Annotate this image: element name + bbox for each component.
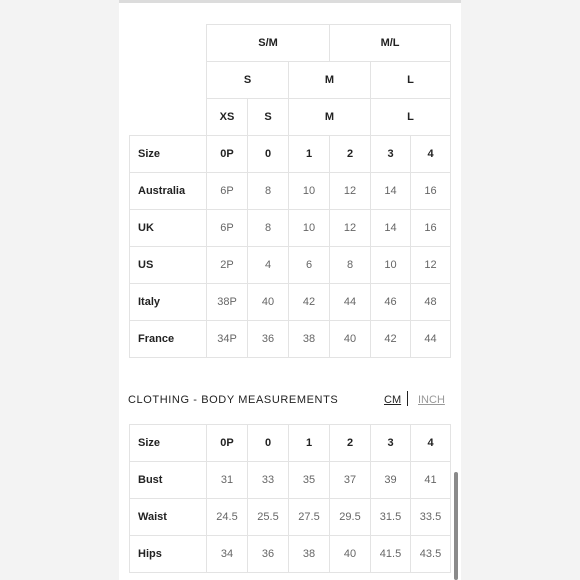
table-cell: 8 [330,247,371,284]
table-cell: 31 [207,462,248,499]
size-header: 1 [289,136,330,173]
unit-divider [407,391,408,406]
table-cell: 40 [330,321,371,358]
row-label: Hips [130,536,207,573]
table-cell: 36 [248,536,289,573]
table-cell: 33 [248,462,289,499]
letter-size-header: XS [207,99,248,136]
size-header: 2 [330,425,371,462]
table-cell: 39 [371,462,411,499]
measurements-table-body [130,425,451,573]
unit-cm-toggle[interactable]: CM [384,394,402,406]
table-cell: 34P [207,321,248,358]
unit-inch-toggle[interactable]: INCH [418,394,445,406]
table-cell: 36 [248,321,289,358]
table-cell: 25.5 [248,499,289,536]
size-header-row [130,136,451,173]
row-label: UK [130,210,207,247]
table-row [130,536,451,573]
table-cell: 4 [248,247,289,284]
size-header: 0P [207,136,248,173]
table-cell: 10 [289,210,330,247]
row-label: Waist [130,499,207,536]
group-header: M/L [330,25,451,62]
size-header: 1 [289,425,330,462]
table-row [130,321,451,358]
size-header: 3 [371,425,411,462]
table-cell: 14 [371,173,411,210]
corner-cell [130,25,207,136]
table-cell: 8 [248,210,289,247]
table-cell: 14 [371,210,411,247]
table-cell: 29.5 [330,499,371,536]
table-cell: 12 [330,210,371,247]
table-cell: 38P [207,284,248,321]
table-cell: 24.5 [207,499,248,536]
size-guide-panel [119,0,461,580]
size-header: 0 [248,136,289,173]
table-cell: 38 [289,536,330,573]
sub-size-header: L [371,62,451,99]
row-label: Australia [130,173,207,210]
size-group-row [130,25,451,62]
size-header: 4 [411,136,451,173]
table-cell: 33.5 [411,499,451,536]
table-cell: 35 [289,462,330,499]
size-table-body [130,136,451,358]
table-cell: 16 [411,210,451,247]
size-conversion-table [129,24,451,358]
size-header: 0P [207,425,248,462]
size-header: 4 [411,425,451,462]
table-cell: 6P [207,210,248,247]
row-label: Italy [130,284,207,321]
sub-size-header: M [289,62,371,99]
table-cell: 6P [207,173,248,210]
table-cell: 10 [289,173,330,210]
table-row [130,247,451,284]
size-header-row [130,425,451,462]
top-divider [119,0,461,3]
row-label: France [130,321,207,358]
size-header: 0 [248,425,289,462]
scrollbar-thumb[interactable] [454,472,458,580]
table-cell: 48 [411,284,451,321]
table-row [130,173,451,210]
table-cell: 6 [289,247,330,284]
sub-size-header: S [207,62,289,99]
size-header: 2 [330,136,371,173]
row-label: Size [130,136,207,173]
table-cell: 2P [207,247,248,284]
table-cell: 43.5 [411,536,451,573]
row-label: Bust [130,462,207,499]
table-cell: 42 [289,284,330,321]
measurements-title: CLOTHING - BODY MEASUREMENTS [128,394,339,406]
table-cell: 34 [207,536,248,573]
table-cell: 31.5 [371,499,411,536]
letter-size-header: L [371,99,451,136]
row-label: US [130,247,207,284]
table-row [130,462,451,499]
table-row [130,210,451,247]
table-cell: 37 [330,462,371,499]
table-cell: 44 [330,284,371,321]
table-cell: 12 [411,247,451,284]
table-cell: 27.5 [289,499,330,536]
table-cell: 38 [289,321,330,358]
table-cell: 44 [411,321,451,358]
size-header: 3 [371,136,411,173]
table-cell: 40 [248,284,289,321]
table-cell: 12 [330,173,371,210]
table-cell: 42 [371,321,411,358]
table-cell: 10 [371,247,411,284]
row-label: Size [130,425,207,462]
table-cell: 41 [411,462,451,499]
group-header: S/M [207,25,330,62]
table-cell: 46 [371,284,411,321]
table-row [130,499,451,536]
table-cell: 16 [411,173,451,210]
table-cell: 41.5 [371,536,411,573]
table-cell: 8 [248,173,289,210]
table-row [130,284,451,321]
letter-size-header: S [248,99,289,136]
letter-size-header: M [289,99,371,136]
body-measurements-table [129,424,451,573]
table-cell: 40 [330,536,371,573]
